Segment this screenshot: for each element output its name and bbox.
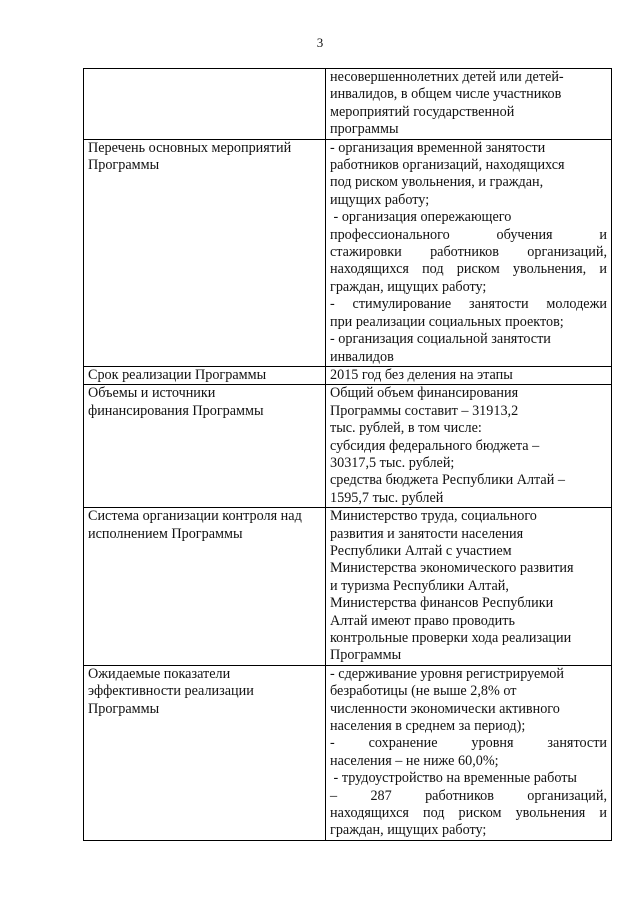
program-passport-table	[83, 68, 612, 841]
value-line: развития и занятости населения	[330, 525, 524, 542]
value-cell	[326, 69, 612, 140]
value-line: Программы	[330, 647, 402, 664]
value-line: 30317,5 тыс. рублей;	[330, 454, 455, 471]
value-line: находящихся под риском увольнения, и	[330, 261, 607, 278]
value-paragraph	[330, 385, 607, 507]
value-line: находящихся под риском увольнения и	[330, 805, 607, 822]
parameter-line: эффективности реализации	[88, 683, 254, 700]
value-paragraph	[330, 367, 607, 384]
value-line: инвалидов, в общем числе участников	[330, 86, 562, 103]
value-line: мероприятий государственной	[330, 103, 515, 120]
parameter-line: Ожидаемые показатели	[88, 665, 231, 682]
value-line: - сдерживание уровня регистрируемой	[330, 665, 564, 682]
value-line: под риском увольнения, и граждан,	[330, 174, 544, 191]
parameter-line: Программы	[88, 700, 160, 717]
value-line: граждан, ищущих работу;	[330, 822, 487, 839]
value-line: численности экономически активного	[330, 700, 560, 717]
value-line: при реализации социальных проектов;	[330, 313, 564, 330]
table-row	[84, 385, 612, 508]
parameter-cell	[84, 385, 326, 508]
table-row	[84, 508, 612, 666]
value-line: безработицы (не выше 2,8% от	[330, 683, 517, 700]
value-line: - сохранение уровня занятости	[330, 735, 607, 752]
table-row	[84, 665, 612, 840]
value-line: средства бюджета Республики Алтай –	[330, 472, 565, 489]
value-line: инвалидов	[330, 348, 394, 365]
table-row	[84, 139, 612, 366]
value-paragraph	[330, 735, 607, 770]
value-line: - организация социальной занятости	[330, 331, 551, 348]
value-paragraph	[330, 770, 607, 840]
value-paragraph	[330, 296, 607, 331]
value-line: Алтай имеют право проводить	[330, 612, 515, 629]
parameter-cell	[84, 69, 326, 140]
value-cell	[326, 385, 612, 508]
value-line: контрольные проверки хода реализации	[330, 630, 572, 646]
value-paragraph	[330, 69, 607, 139]
value-paragraph	[330, 666, 607, 736]
value-line: Министерства финансов Республики	[330, 595, 554, 612]
parameter-line: Перечень основных мероприятий	[88, 139, 292, 156]
parameter-line: финансирования Программы	[88, 402, 264, 419]
table-row	[84, 366, 612, 384]
value-cell	[326, 139, 612, 366]
value-paragraph	[330, 508, 607, 665]
table-row	[84, 69, 612, 140]
value-line: населения – не ниже 60,0%;	[330, 752, 499, 769]
parameter-line: Программы	[88, 157, 160, 174]
value-line: тыс. рублей, в том числе:	[330, 420, 482, 437]
value-paragraph	[330, 331, 607, 366]
value-line: - организация опережающего	[330, 209, 512, 226]
value-paragraph	[330, 209, 607, 296]
value-line: – 287 работников организаций,	[330, 787, 607, 804]
value-paragraph	[330, 140, 607, 210]
value-line: 1595,7 тыс. рублей	[330, 489, 444, 506]
value-cell	[326, 508, 612, 666]
value-line: стажировки работников организаций,	[330, 244, 607, 261]
page-number: 3	[316, 35, 324, 50]
value-line: населения в среднем за период);	[330, 718, 526, 735]
value-line: Министерство труда, социального	[330, 508, 537, 525]
value-line: субсидия федерального бюджета –	[330, 437, 540, 454]
parameter-line: Объемы и источники	[88, 385, 216, 402]
value-line: Программы составит – 31913,2	[330, 402, 519, 419]
parameter-cell	[84, 665, 326, 840]
parameter-line: исполнением Программы	[88, 525, 243, 542]
parameter-cell	[84, 139, 326, 366]
parameter-cell	[84, 508, 326, 666]
value-line: Министерства экономического развития	[330, 560, 574, 577]
value-cell	[326, 366, 612, 384]
value-line: - организация временной занятости	[330, 139, 546, 156]
value-line: работников организаций, находящихся	[330, 157, 565, 174]
value-line: профессионального обучения и	[330, 226, 607, 243]
value-line: ищущих работу;	[330, 191, 430, 208]
value-line: - трудоустройство на временные работы	[330, 770, 577, 787]
value-line: и туризма Республики Алтай,	[330, 577, 509, 594]
value-line: 2015 год без деления на этапы	[330, 366, 513, 383]
parameter-cell	[84, 366, 326, 384]
value-line: Республики Алтай с участием	[330, 542, 512, 559]
value-cell	[326, 665, 612, 840]
value-line: Общий объем финансирования	[330, 385, 519, 402]
value-line: - стимулирование занятости молодежи	[330, 296, 607, 313]
value-line: граждан, ищущих работу;	[330, 278, 487, 295]
parameter-line: Система организации контроля над	[88, 508, 302, 525]
value-line: программы	[330, 121, 399, 138]
parameter-line: Срок реализации Программы	[88, 366, 267, 383]
value-line: несовершеннолетних детей или детей-	[330, 69, 564, 85]
